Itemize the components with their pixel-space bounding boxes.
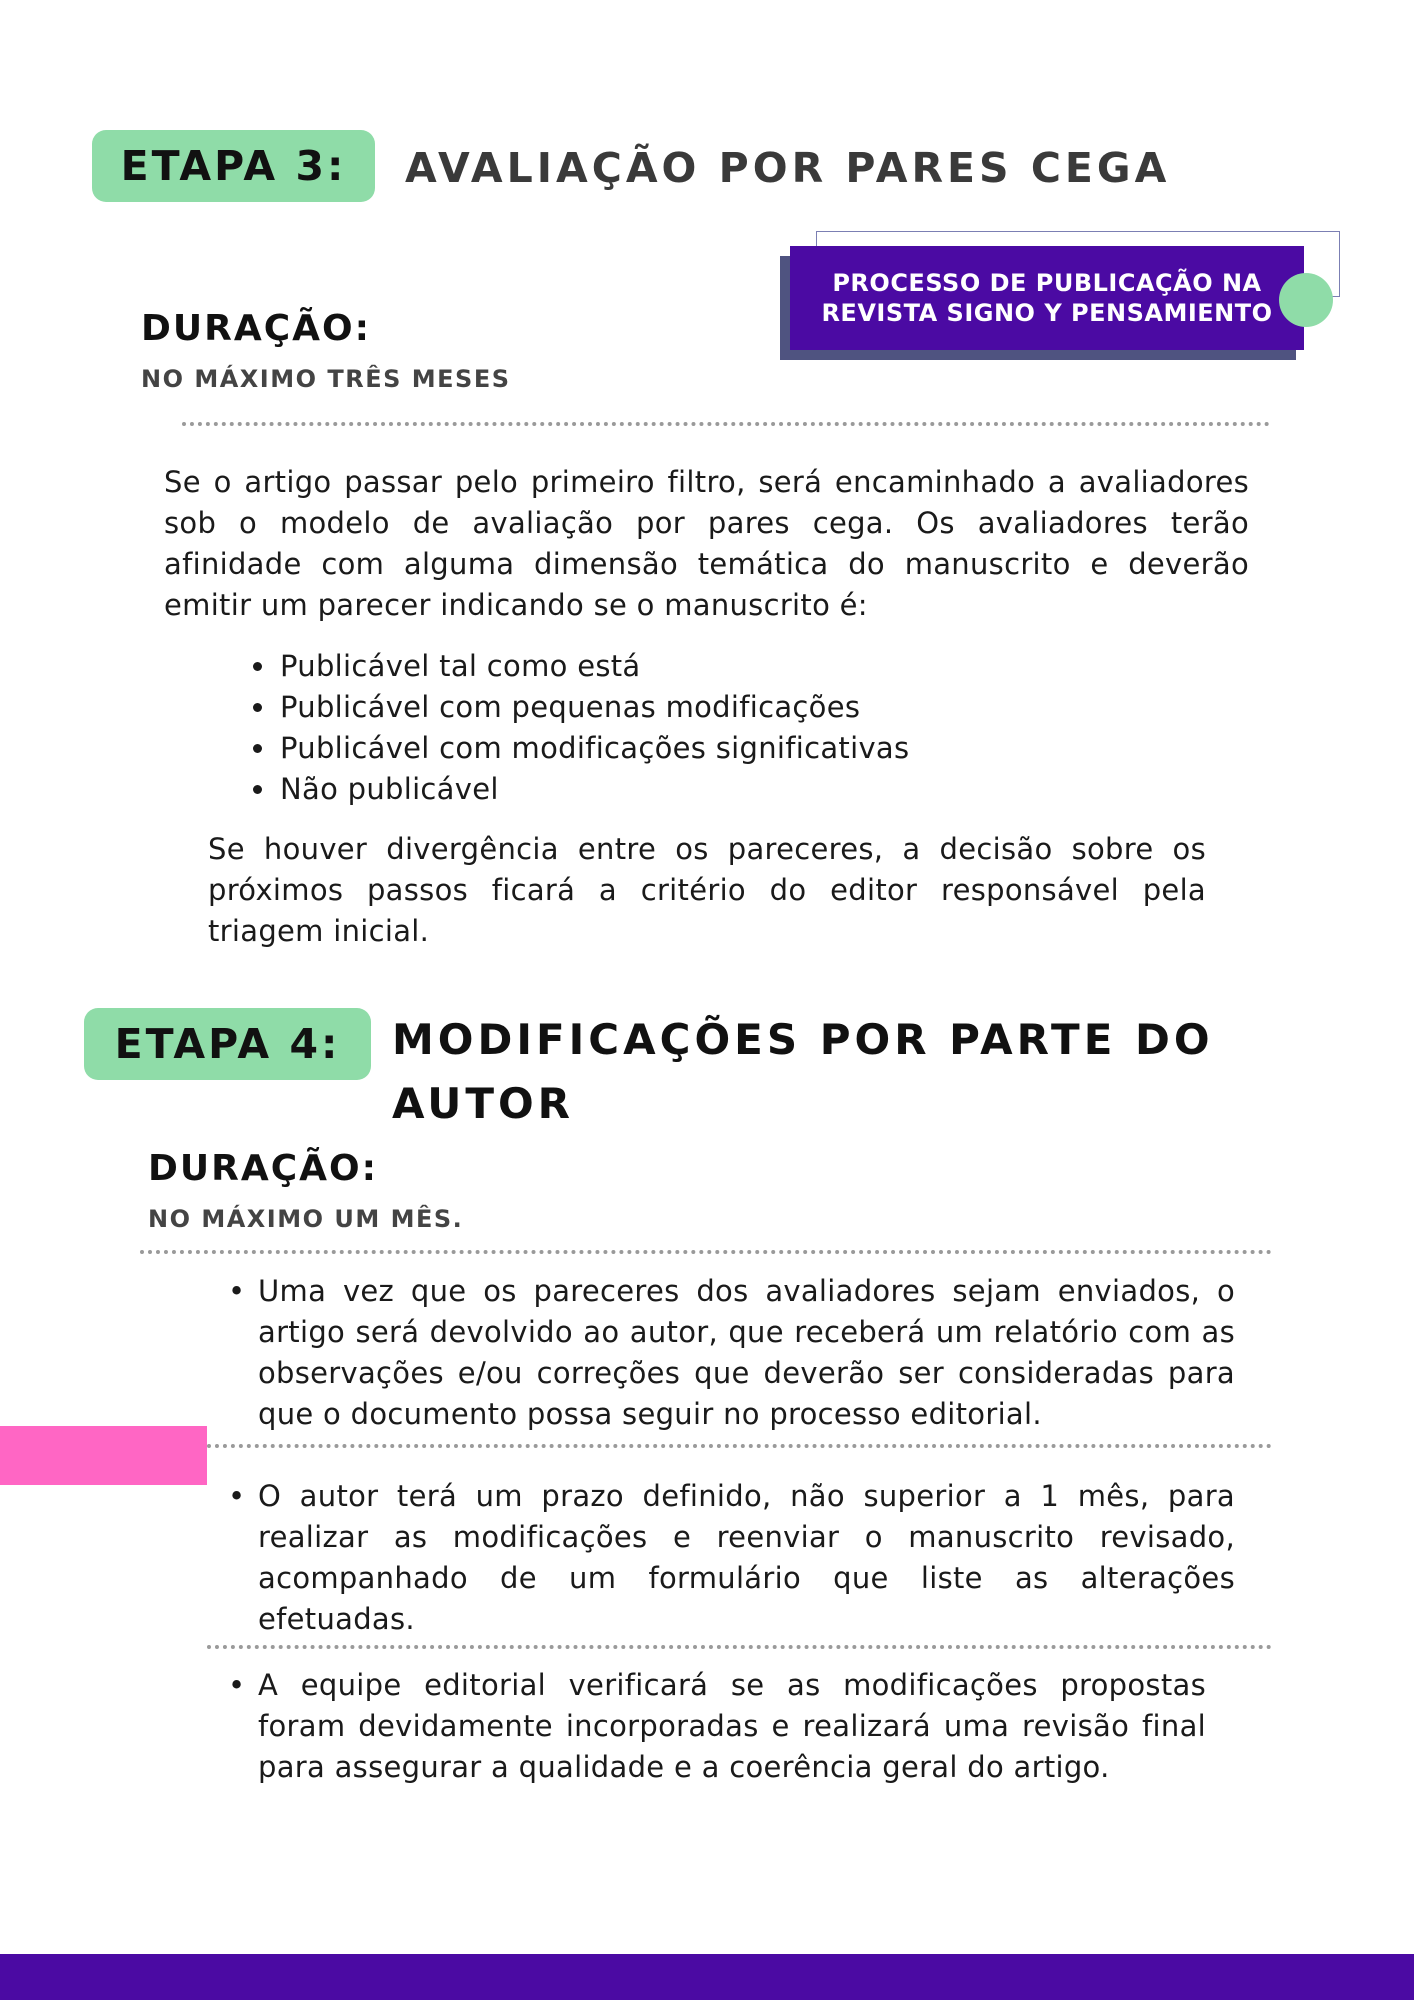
- stage4-point-1: [228, 1271, 1235, 1435]
- publication-process-label: PROCESSO DE PUBLICAÇÃO NA REVISTA SIGNO Y PENSAMIENTO: [821, 269, 1273, 327]
- stage4-title: [392, 1008, 1214, 1136]
- green-circle-decoration: [1279, 273, 1333, 327]
- stage4-duration-label: DURAÇÃO:: [148, 1148, 378, 1189]
- stage4-divider-top: [140, 1250, 1272, 1254]
- stage4-title-line-1: MODIFICAÇÕES POR PARTE DO: [392, 1015, 1214, 1064]
- stage4-divider-2: [207, 1444, 1272, 1448]
- footer-band: [0, 1954, 1414, 2000]
- stage4-point-2: [228, 1476, 1235, 1640]
- publication-process-box: [790, 246, 1304, 350]
- stage3-duration-value: NO MÁXIMO TRÊS MESES: [141, 365, 511, 393]
- stage3-closing-paragraph: Se houver divergência entre os pareceres, a decisão sobre os próximos passos ficará a critério do editor responsável pela triagem inicial.: [208, 832, 1206, 948]
- list-item: • Publicável com pequenas modificações: [278, 687, 1178, 728]
- list-item: • Publicável com modificações significativas: [278, 728, 1178, 769]
- bullet-icon: •: [228, 1668, 246, 1702]
- stage4-point-3-text: A equipe editorial verificará se as modificações propostas foram devidamente incorporadas e realizará uma revisão final para assegurar a qualidade e a coerência geral do artigo.: [258, 1668, 1206, 1784]
- stage4-badge: [84, 1008, 371, 1080]
- bullet-icon: •: [228, 1479, 246, 1513]
- stage3-badge-label: ETAPA 3:: [120, 142, 347, 190]
- stage4-point-1-text: Uma vez que os pareceres dos avaliadores sejam enviados, o artigo será devolvido ao autor, que receberá um relatório com as observações e/ou correções que deverão ser consideradas para que o documento possa seguir no processo editorial.: [258, 1274, 1235, 1431]
- stage3-divider: [182, 422, 1270, 426]
- stage4-point-2-text: O autor terá um prazo definido, não superior a 1 mês, para realizar as modificações e reenviar o manuscrito revisado, acompanhado de um formulário que liste as alterações efetuadas.: [258, 1479, 1235, 1636]
- stage4-duration-value: NO MÁXIMO UM MÊS.: [148, 1205, 464, 1233]
- pink-accent-bar: [0, 1426, 207, 1485]
- stage3-title: AVALIAÇÃO POR PARES CEGA: [405, 144, 1171, 192]
- stage4-point-3: [228, 1665, 1206, 1788]
- bullet-icon: •: [228, 1274, 246, 1308]
- stage4-badge-label: ETAPA 4:: [114, 1020, 341, 1068]
- list-item: • Não publicável: [278, 769, 1178, 810]
- stage3-duration-label: DURAÇÃO:: [141, 308, 371, 349]
- stage4-divider-3: [207, 1645, 1272, 1649]
- stage3-options-list: [238, 646, 1178, 810]
- stage3-badge: [92, 130, 375, 202]
- list-item: • Publicável tal como está: [278, 646, 1178, 687]
- stage4-title-line-2: AUTOR: [392, 1079, 575, 1128]
- stage3-intro-paragraph: Se o artigo passar pelo primeiro filtro, será encaminhado a avaliadores sob o modelo de avaliação por pares cega. Os avaliadores terão afinidade com alguma dimensão temática do manuscrito e deverão emitir um parecer indicando se o manuscrito é:: [164, 465, 1249, 622]
